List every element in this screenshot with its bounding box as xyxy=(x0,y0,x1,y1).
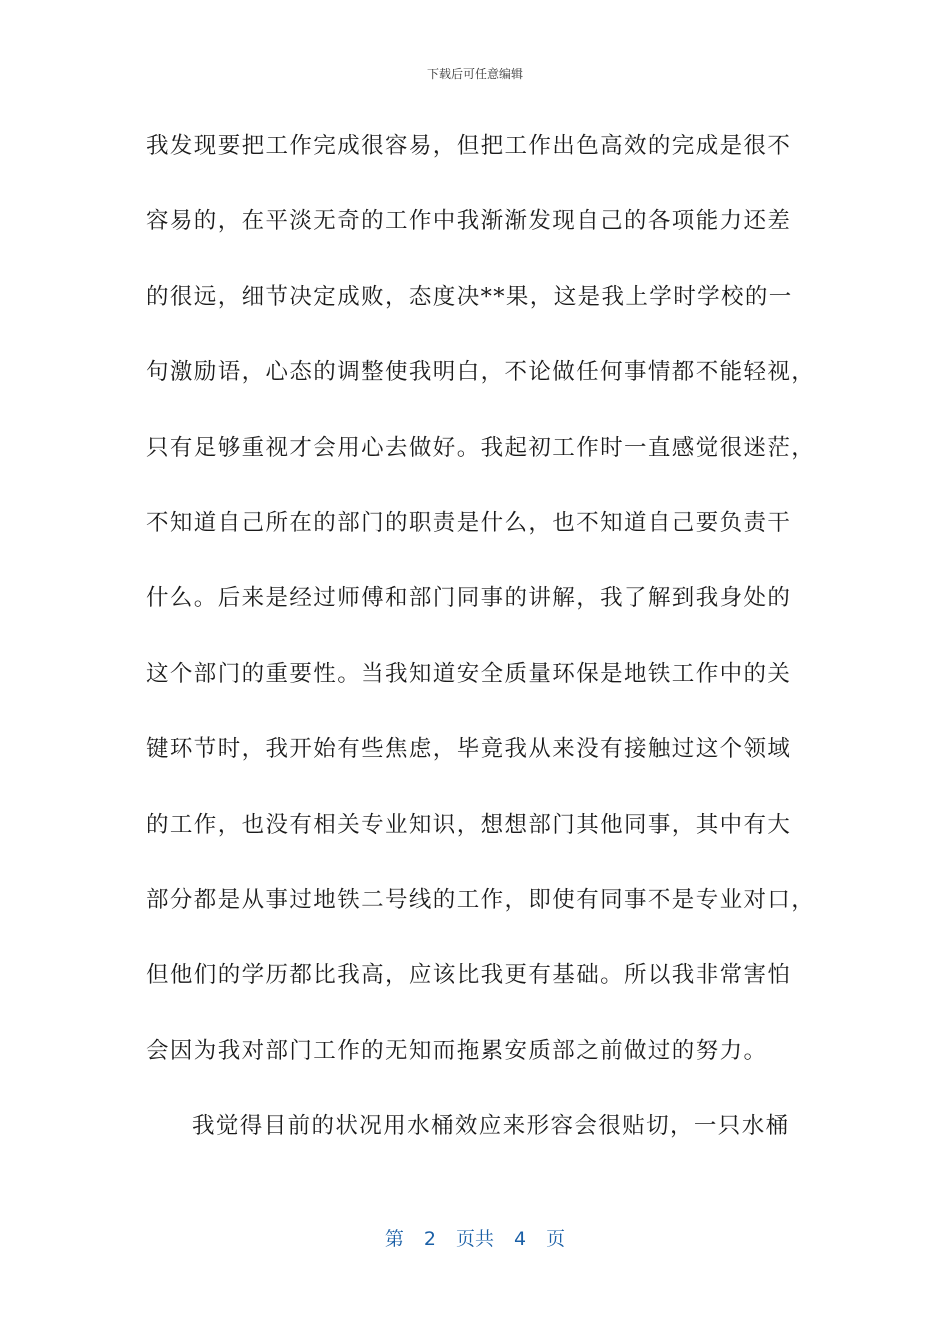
text-line: 会因为我对部门工作的无知而拖累安质部之前做过的努力。 xyxy=(146,1037,768,1064)
body-text xyxy=(146,120,816,1175)
total-pages-number: 4 xyxy=(514,1228,527,1250)
text-line: 部分都是从事过地铁二号线的工作，即使有同事不是专业对口， xyxy=(146,886,816,913)
text-line: 键环节时，我开始有些焦虑，毕竟我从来没有接触过这个领域 xyxy=(146,736,792,763)
text-line: 我发现要把工作完成很容易，但把工作出色高效的完成是很不 xyxy=(146,133,792,159)
page-label-suffix: 页 xyxy=(546,1228,566,1250)
page-footer xyxy=(0,1226,950,1252)
text-line: 的很远，细节决定成败，态度决**果，这是我上学时学校的一 xyxy=(146,283,793,310)
text-line: 什么。后来是经过师傅和部门同事的讲解，我了解到我身处的 xyxy=(146,585,792,612)
text-line: 的工作，也没有相关专业知识，想想部门其他同事，其中有大 xyxy=(146,811,792,838)
text-line: 容易的，在平淡无奇的工作中我渐渐发现自己的各项能力还差 xyxy=(146,208,792,235)
paragraph-start-line: 我觉得目前的状况用水桶效应来形容会很贴切，一只水桶 xyxy=(192,1113,790,1140)
page-label-mid: 页共 xyxy=(455,1228,494,1250)
text-line: 不知道自己所在的部门的职责是什么，也不知道自己要负责干 xyxy=(146,509,792,536)
current-page-number: 2 xyxy=(423,1228,436,1250)
text-line: 这个部门的重要性。当我知道安全质量环保是地铁工作中的关 xyxy=(146,660,792,687)
text-line: 句激励语，心态的调整使我明白，不论做任何事情都不能轻视， xyxy=(146,359,816,386)
text-line: 只有足够重视才会用心去做好。我起初工作时一直感觉很迷茫， xyxy=(146,434,816,461)
page-label-prefix: 第 xyxy=(384,1228,404,1250)
page-header: 下载后可任意编辑 xyxy=(426,67,523,81)
text-line: 但他们的学历都比我高，应该比我更有基础。所以我非常害怕 xyxy=(146,962,792,989)
